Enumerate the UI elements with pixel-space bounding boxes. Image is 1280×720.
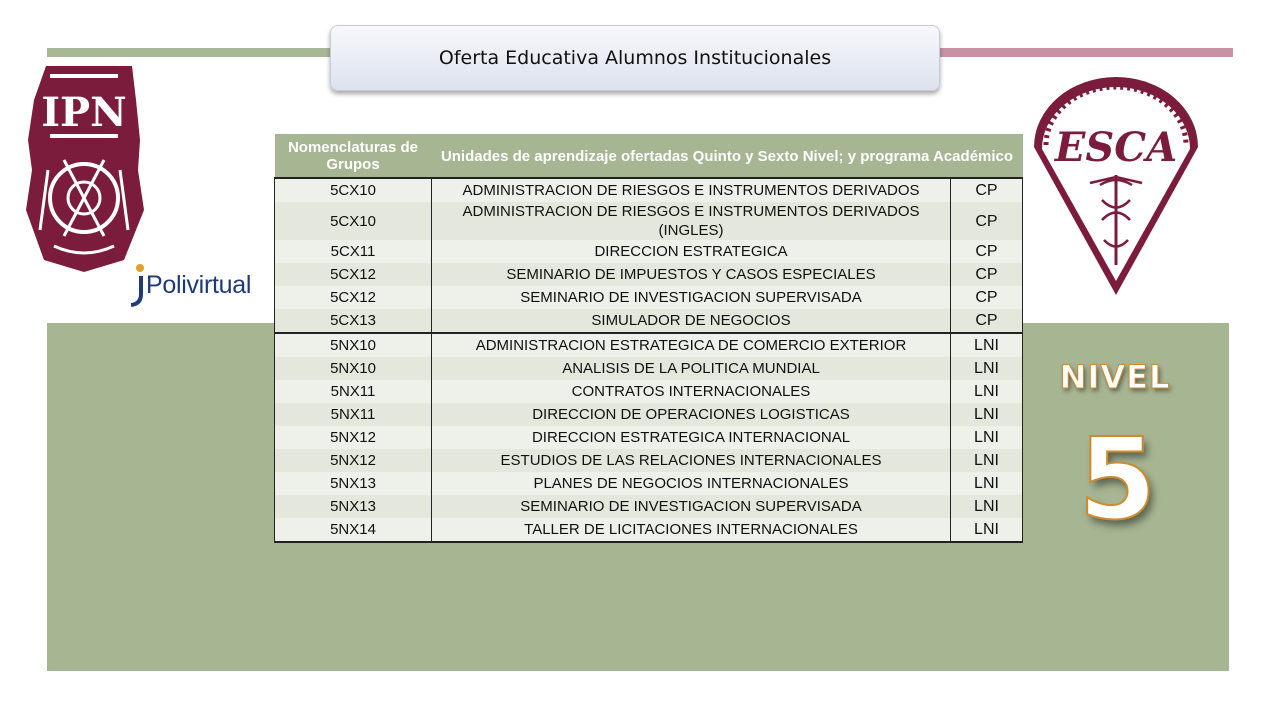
table-row [275,518,1023,542]
group-code-cell: 5CX12 [275,263,432,286]
table-row [275,240,1023,263]
unit-name-cell: ADMINISTRACION DE RIESGOS E INSTRUMENTOS DERIVADOS (INGLES) [432,202,951,240]
group-code-cell: 5NX12 [275,426,432,449]
unit-name-cell: SEMINARIO DE IMPUESTOS Y CASOS ESPECIALES [432,263,951,286]
program-cell: CP [951,286,1023,309]
unit-name-cell: SIMULADOR DE NEGOCIOS [432,309,951,333]
table-row [275,357,1023,380]
group-code-cell: 5CX11 [275,240,432,263]
group-code-cell: 5NX11 [275,403,432,426]
unit-name-cell: DIRECCION DE OPERACIONES LOGISTICAS [432,403,951,426]
program-cell: LNI [951,472,1023,495]
table-row [275,426,1023,449]
program-cell: CP [951,309,1023,333]
page-title: Oferta Educativa Alumnos Institucionales [330,25,940,91]
polivirtual-text: Polivirtual [146,270,252,299]
group-code-cell: 5NX10 [275,333,432,357]
unit-name-cell: CONTRATOS INTERNACIONALES [432,380,951,403]
unit-name-cell: SEMINARIO DE INVESTIGACION SUPERVISADA [432,495,951,518]
group-code-cell: 5NX11 [275,380,432,403]
program-cell: LNI [951,333,1023,357]
group-code-cell: 5CX13 [275,309,432,333]
group-code-cell: 5NX13 [275,472,432,495]
group-code-cell: 5CX10 [275,178,432,202]
group-code-cell: 5NX14 [275,518,432,542]
decor-bar-left [47,48,337,57]
table-row [275,380,1023,403]
group-code-cell: 5NX10 [275,357,432,380]
program-cell: LNI [951,357,1023,380]
group-code-cell: 5CX10 [275,202,432,240]
table-row [275,263,1023,286]
table-body [275,178,1023,542]
header-units: Unidades de aprendizaje ofertadas Quinto y Sexto Nivel; y programa Académico [432,134,1023,178]
table-row [275,286,1023,309]
header-groups: Nomenclaturas de Grupos [275,134,432,178]
program-cell: LNI [951,403,1023,426]
table-header-row [275,134,1023,178]
unit-name-cell: ANALISIS DE LA POLITICA MUNDIAL [432,357,951,380]
table-row [275,309,1023,333]
program-cell: CP [951,178,1023,202]
table-row [275,472,1023,495]
program-cell: LNI [951,449,1023,472]
table-row [275,178,1023,202]
table-row [275,495,1023,518]
level-number: 5 [1078,415,1157,545]
program-cell: LNI [951,380,1023,403]
unit-name-cell: ADMINISTRACION ESTRATEGICA DE COMERCIO EXTERIOR [432,333,951,357]
unit-name-cell: TALLER DE LICITACIONES INTERNACIONALES [432,518,951,542]
program-cell: CP [951,240,1023,263]
program-cell: LNI [951,518,1023,542]
unit-name-cell: PLANES DE NEGOCIOS INTERNACIONALES [432,472,951,495]
decor-bar-right [935,48,1233,57]
program-cell: CP [951,263,1023,286]
group-code-cell: 5NX13 [275,495,432,518]
unit-name-cell: DIRECCION ESTRATEGICA [432,240,951,263]
unit-name-cell: DIRECCION ESTRATEGICA INTERNACIONAL [432,426,951,449]
table-row [275,202,1023,240]
esca-logo [1030,75,1202,297]
ipn-logo [24,60,144,272]
ipn-logo-text: IPN [41,89,127,136]
unit-name-cell: ESTUDIOS DE LAS RELACIONES INTERNACIONALES [432,449,951,472]
esca-logo-text: ESCA [1054,124,1178,171]
level-label: NIVEL [1059,358,1171,396]
program-cell: CP [951,202,1023,240]
table-row [275,333,1023,357]
table-row [275,403,1023,426]
polivirtual-mark-icon [126,262,146,308]
course-table [274,134,1023,543]
program-cell: LNI [951,426,1023,449]
program-cell: LNI [951,495,1023,518]
unit-name-cell: SEMINARIO DE INVESTIGACION SUPERVISADA [432,286,951,309]
group-code-cell: 5CX12 [275,286,432,309]
polivirtual-logo [126,262,251,308]
table-row [275,449,1023,472]
unit-name-cell: ADMINISTRACION DE RIESGOS E INSTRUMENTOS DERIVADOS [432,178,951,202]
group-code-cell: 5NX12 [275,449,432,472]
